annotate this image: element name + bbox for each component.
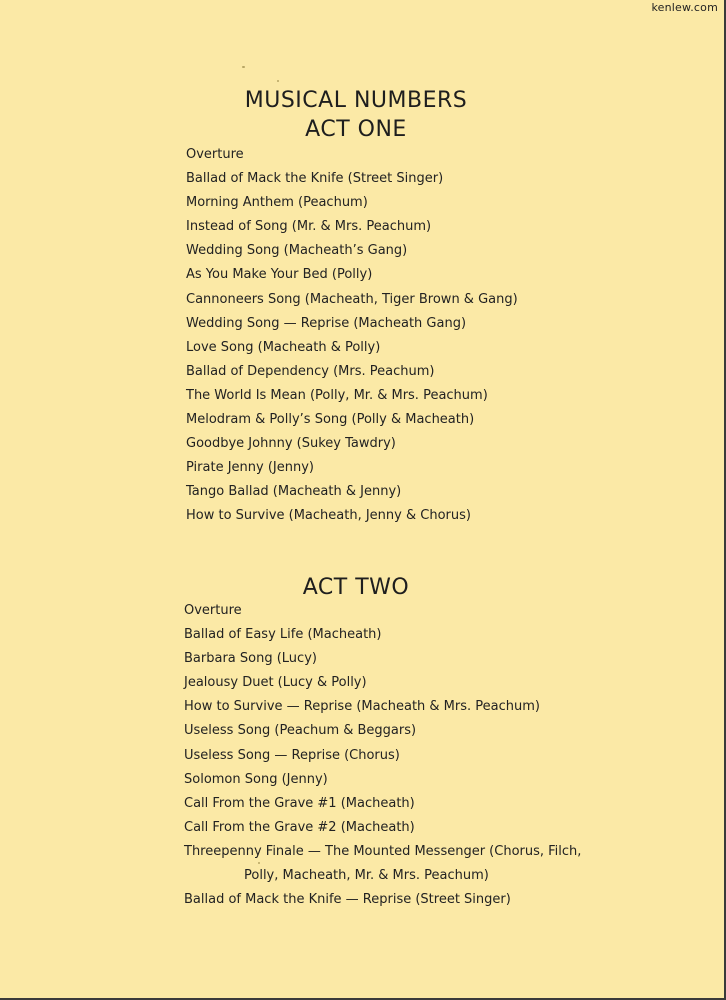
song-item: Love Song (Macheath & Polly)	[186, 339, 381, 355]
page-title: MUSICAL NUMBERS	[244, 88, 468, 113]
song-item: Ballad of Dependency (Mrs. Peachum)	[186, 363, 435, 379]
song-item: Useless Song — Reprise (Chorus)	[184, 747, 400, 763]
paper-speck	[277, 80, 279, 82]
song-item: How to Survive (Macheath, Jenny & Chorus)	[186, 508, 471, 524]
song-item: Melodram & Polly’s Song (Polly & Macheath)	[186, 412, 475, 428]
song-item: Cannoneers Song (Macheath, Tiger Brown & Gang)	[186, 291, 518, 307]
song-item: Threepenny Finale — The Mounted Messenger (Chorus, Filch,	[184, 843, 582, 859]
song-item: Useless Song (Peachum & Beggars)	[184, 723, 417, 739]
song-item: Wedding Song (Macheath’s Gang)	[186, 243, 408, 259]
song-item: Ballad of Mack the Knife — Reprise (Street Singer)	[184, 892, 511, 908]
song-item: The World Is Mean (Polly, Mr. & Mrs. Peachum)	[186, 387, 488, 403]
song-item: Wedding Song — Reprise (Macheath Gang)	[186, 315, 467, 331]
song-item: Call From the Grave #2 (Macheath)	[184, 819, 415, 835]
song-item: Call From the Grave #1 (Macheath)	[184, 795, 415, 811]
song-item: How to Survive — Reprise (Macheath & Mrs. Peachum)	[184, 699, 540, 715]
song-item: Solomon Song (Jenny)	[184, 771, 328, 787]
song-item: Ballad of Mack the Knife (Street Singer)	[186, 171, 444, 187]
paper-speck	[242, 66, 245, 68]
act-one-song-list	[186, 143, 518, 529]
song-item: Morning Anthem (Peachum)	[186, 195, 368, 211]
song-item: Barbara Song (Lucy)	[184, 651, 317, 667]
song-item: Jealousy Duet (Lucy & Polly)	[184, 675, 367, 691]
song-item: As You Make Your Bed (Polly)	[186, 267, 373, 283]
song-item: Overture	[186, 147, 244, 162]
song-item: Tango Ballad (Macheath & Jenny)	[186, 484, 402, 500]
act-two-song-list	[184, 599, 581, 912]
act-one-heading: ACT ONE	[305, 117, 407, 142]
act-two-heading: ACT TWO	[302, 575, 410, 600]
song-item: Ballad of Easy Life (Macheath)	[184, 627, 382, 643]
song-item: Goodbye Johnny (Sukey Tawdry)	[186, 436, 396, 452]
watermark: kenlew.com	[651, 1, 718, 14]
song-item: Overture	[184, 603, 242, 618]
song-item-continuation: Polly, Macheath, Mr. & Mrs. Peachum)	[244, 868, 489, 884]
song-item: Pirate Jenny (Jenny)	[186, 460, 314, 476]
song-item: Instead of Song (Mr. & Mrs. Peachum)	[186, 219, 432, 235]
